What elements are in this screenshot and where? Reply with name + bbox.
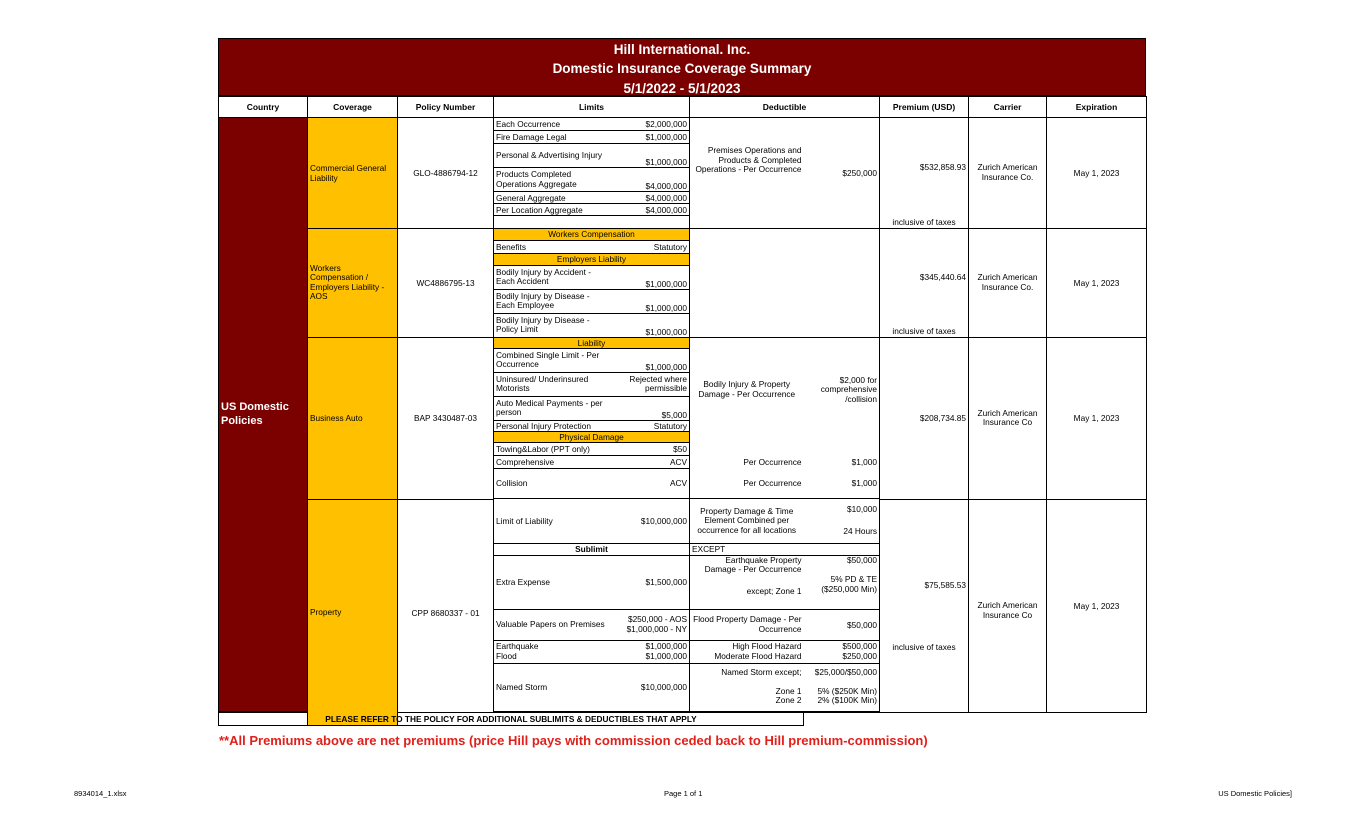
- cgl-limit-label: Per Location Aggregate: [494, 204, 609, 216]
- property-limit-value: $10,000,000: [609, 499, 690, 543]
- auto-limit-value: $1,000,000: [609, 348, 690, 372]
- property-eq-zone-amount: 5% PD & TE ($250,000 Min): [821, 574, 878, 594]
- title-banner: [218, 38, 1146, 96]
- cgl-limit-value: $1,000,000: [609, 144, 690, 168]
- cgl-expiration: May 1, 2023: [1047, 118, 1147, 229]
- auto-deductible-row-amount: $1,000: [804, 455, 880, 468]
- property-valuable-papers-value: $250,000 - AOS $1,000,000 - NY: [609, 609, 690, 640]
- property-flood-amount: $50,000: [804, 609, 880, 640]
- cgl-premium: $532,858.93: [880, 118, 969, 217]
- wc-benefits-label: Benefits: [494, 240, 609, 253]
- footer-file-name: 8934014_1.xlsx: [74, 789, 127, 798]
- header-limits: Limits: [494, 97, 690, 118]
- cgl-limit-value: $1,000,000: [609, 131, 690, 144]
- property-ns-desc: Named Storm except;: [721, 667, 802, 678]
- auto-expiration: May 1, 2023: [1047, 337, 1147, 499]
- header-deductible: Deductible: [690, 97, 880, 118]
- footer-sheet-name: US Domestic Policies]: [1218, 789, 1292, 798]
- header-carrier: Carrier: [969, 97, 1047, 118]
- auto-deductible-desc: Bodily Injury & Property Damage - Per Occurrence: [690, 337, 804, 442]
- property-expiration: May 1, 2023: [1047, 499, 1147, 712]
- cgl-limit-label: Personal & Advertising Injury: [494, 144, 609, 168]
- property-moderate-flood-desc: Moderate Flood Hazard: [714, 650, 802, 661]
- property-flood-value: $1,000,000: [645, 650, 687, 661]
- wc-coverage: Workers Compensation / Employers Liability - AOS: [308, 228, 398, 337]
- property-premium: $75,585.53: [924, 579, 967, 590]
- cgl-limit-label: Fire Damage Legal: [494, 131, 609, 144]
- property-ded1-hours: 24 Hours: [843, 525, 878, 536]
- company-title: Hill International. Inc.: [613, 42, 751, 57]
- property-ns-zone2: Zone 2: [775, 695, 802, 706]
- refer-note: PLEASE REFER TO THE POLICY FOR ADDITIONAL SUBLIMITS & DEDUCTIBLES THAT APPLY: [219, 712, 804, 725]
- auto-policy-number: BAP 3430487-03: [398, 337, 494, 499]
- wc-deductible-empty: [690, 228, 880, 337]
- auto-coverage: Business Auto: [308, 337, 398, 499]
- header-coverage: Coverage: [308, 97, 398, 118]
- property-ns-zone2-amount: 2% ($100K Min): [817, 695, 878, 706]
- auto-section-liability: Liability: [494, 337, 690, 348]
- cgl-limit-label: General Aggregate: [494, 192, 609, 204]
- property-limit-label: Limit of Liability: [494, 499, 609, 543]
- property-moderate-flood-amount: $250,000: [842, 650, 878, 661]
- property-ded1-amount: $10,000: [847, 504, 878, 515]
- wc-premium: $345,440.64: [880, 228, 969, 326]
- property-eq-amount: $50,000: [847, 555, 878, 565]
- cgl-policy-number: GLO-4886794-12: [398, 118, 494, 229]
- wc-limit-label: Bodily Injury by Disease - Policy Limit: [494, 313, 609, 337]
- auto-deductible-row-amount: $1,000: [804, 468, 880, 499]
- property-high-flood-amount: $500,000: [842, 641, 878, 651]
- premium-note: **All Premiums above are net premiums (price Hill pays with commission ceded back to Hill premium-commission): [219, 733, 928, 748]
- header-row: [219, 97, 1147, 118]
- auto-deductible-amount: $2,000 for comprehensive /collision: [804, 337, 880, 442]
- property-carrier: Zurich American Insurance Co: [969, 499, 1047, 712]
- property-named-storm-label: Named Storm: [494, 663, 609, 711]
- property-except-label: EXCEPT: [690, 543, 804, 555]
- property-earthquake-label: Earthquake: [496, 641, 539, 651]
- wc-limit-value: $1,000,000: [609, 265, 690, 289]
- cgl-limit-value: $4,000,000: [609, 168, 690, 192]
- property-named-storm-value: $10,000,000: [609, 663, 690, 711]
- wc-policy-number: WC4886795-13: [398, 228, 494, 337]
- cgl-limit-value: $2,000,000: [609, 118, 690, 131]
- header-expiration: Expiration: [1047, 97, 1147, 118]
- wc-benefits-value: Statutory: [609, 240, 690, 253]
- cgl-limit-value: $4,000,000: [609, 204, 690, 216]
- property-ns-amount: $25,000/$50,000: [814, 667, 878, 678]
- auto-pd-label: Towing&Labor (PPT only): [494, 442, 609, 455]
- wc-section-workers-comp: Workers Compensation: [494, 228, 690, 240]
- property-coverage: Property: [308, 499, 398, 725]
- wc-limit-value: $1,000,000: [609, 313, 690, 337]
- footer-page-number: Page 1 of 1: [664, 789, 703, 798]
- property-valuable-papers-label: Valuable Papers on Premises: [494, 609, 609, 640]
- property-high-flood-desc: High Flood Hazard: [732, 641, 802, 651]
- cgl-tax-note: inclusive of taxes: [880, 217, 969, 229]
- auto-deductible-row-desc: Per Occurrence: [690, 468, 804, 499]
- cgl-coverage: Commercial General Liability: [308, 118, 398, 229]
- property-extra-expense-label: Extra Expense: [494, 555, 609, 609]
- wc-limit-label: Bodily Injury by Disease - Each Employee: [494, 289, 609, 313]
- auto-limit-label: Uninsured/ Underinsured Motorists: [494, 372, 609, 396]
- property-tax-note: inclusive of taxes: [892, 641, 956, 652]
- auto-limit-value: $5,000: [609, 396, 690, 420]
- header-country: Country: [219, 97, 308, 118]
- cgl-limit-value: $4,000,000: [609, 192, 690, 204]
- property-ns-zone1-amount: 5% ($250K Min): [817, 685, 878, 696]
- auto-premium: $208,734.85: [880, 337, 969, 499]
- wc-limit-label: Bodily Injury by Accident - Each Accident: [494, 265, 609, 289]
- auto-limit-value: Statutory: [609, 420, 690, 431]
- auto-limit-label: Combined Single Limit - Per Occurrence: [494, 348, 609, 372]
- property-eq-desc: Earthquake Property Damage - Per Occurrence: [704, 555, 802, 574]
- header-premium: Premium (USD): [880, 97, 969, 118]
- auto-limit-value: Rejected where permissible: [609, 372, 690, 396]
- coverage-summary-sheet: [218, 38, 1146, 726]
- auto-pd-label: Comprehensive: [494, 455, 609, 468]
- property-ns-zone1: Zone 1: [775, 685, 802, 696]
- auto-section-physical-damage: Physical Damage: [494, 431, 690, 442]
- coverage-table: [218, 96, 1147, 726]
- auto-pd-value: ACV: [609, 455, 690, 468]
- cgl-limit-label: Each Occurrence: [494, 118, 609, 131]
- auto-carrier: Zurich American Insurance Co: [969, 337, 1047, 499]
- auto-pd-value: $50: [609, 442, 690, 455]
- auto-pd-label: Collision: [494, 468, 609, 499]
- property-flood-desc: Flood Property Damage - Per Occurrence: [690, 609, 804, 640]
- cgl-limit-label: Products Completed Operations Aggregate: [494, 168, 609, 192]
- cgl-deductible-desc: Premises Operations and Products & Completed Operations - Per Occurrence: [690, 118, 804, 229]
- auto-limit-label: Personal Injury Protection: [494, 420, 609, 431]
- auto-limit-label: Auto Medical Payments - per person: [494, 396, 609, 420]
- wc-expiration: May 1, 2023: [1047, 228, 1147, 337]
- property-eq-zone: except; Zone 1: [746, 585, 802, 596]
- country-cell: US Domestic Policies: [219, 118, 308, 712]
- property-flood-label: Flood: [496, 650, 517, 661]
- cgl-deductible-amount: $250,000: [804, 118, 880, 229]
- property-policy-number: CPP 8680337 - 01: [398, 499, 494, 712]
- wc-section-employers-liability: Employers Liability: [494, 253, 690, 265]
- property-extra-expense-value: $1,500,000: [609, 555, 690, 609]
- auto-deductible-row-desc: Per Occurrence: [690, 455, 804, 468]
- cgl-carrier: Zurich American Insurance Co.: [969, 118, 1047, 229]
- wc-limit-value: $1,000,000: [609, 289, 690, 313]
- period-title: 5/1/2022 - 5/1/2023: [623, 80, 741, 96]
- wc-tax-note: inclusive of taxes: [880, 326, 969, 337]
- summary-title: Domestic Insurance Coverage Summary: [552, 61, 812, 77]
- property-earthquake-value: $1,000,000: [645, 641, 687, 651]
- header-policy-number: Policy Number: [398, 97, 494, 118]
- property-ded1-desc: Property Damage & Time Element Combined per occurrence for all locations: [690, 499, 804, 543]
- wc-carrier: Zurich American Insurance Co.: [969, 228, 1047, 337]
- property-sublimit-label: Sublimit: [494, 543, 690, 555]
- auto-pd-value: ACV: [609, 468, 690, 499]
